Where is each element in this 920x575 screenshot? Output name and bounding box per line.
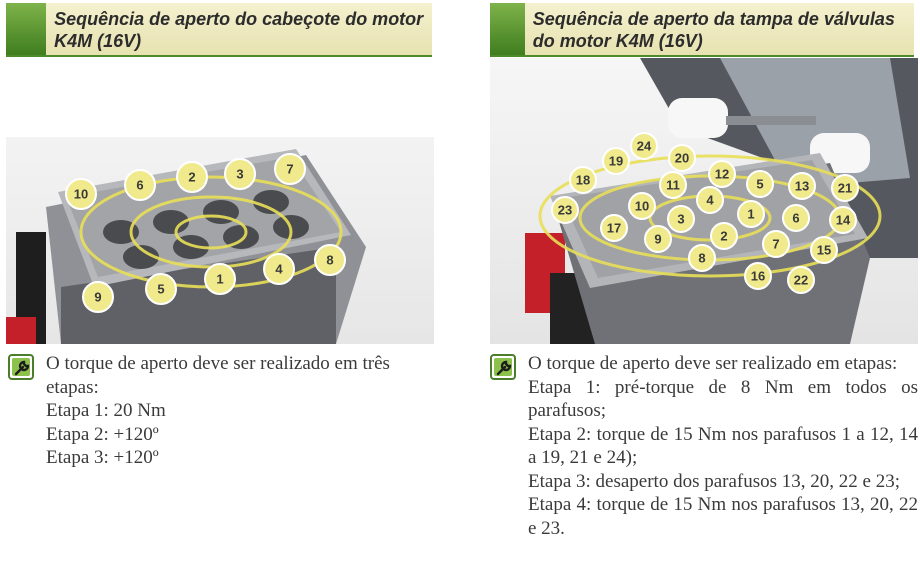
bolt-label: 2 — [720, 228, 728, 244]
step-item: Etapa 4: torque de 15 Nm nos parafusos 13, 20, 22 e 23. — [528, 494, 918, 539]
bolt-label: 8 — [326, 252, 334, 268]
bolt-label: 7 — [772, 236, 780, 252]
bolt-label: 9 — [94, 289, 102, 305]
step-item: Etapa 2: torque de 15 Nm nos parafusos 1 a 12, 14 a 19, 21 e 24); — [528, 423, 918, 468]
bolt-label: 4 — [706, 192, 714, 208]
bolt-label: 6 — [792, 210, 800, 226]
bolt-label: 18 — [575, 172, 591, 188]
bolt-label: 8 — [698, 250, 706, 266]
step-item: Etapa 3: desaperto dos parafusos 13, 20, 22 e 23; — [528, 470, 900, 492]
bolt-label: 3 — [236, 166, 244, 182]
bolt-label: 9 — [654, 231, 662, 247]
bolt-label: 20 — [674, 150, 690, 166]
bolt-label: 6 — [136, 177, 144, 193]
bolt-label: 5 — [157, 281, 165, 297]
bolt-label: 15 — [816, 242, 832, 258]
bolt-label: 1 — [747, 206, 755, 222]
header-accent — [490, 3, 525, 55]
left-torque-note — [8, 352, 438, 470]
step-item: Etapa 3: +120º — [46, 447, 159, 468]
bolt-label: 7 — [286, 161, 294, 177]
left-title: Sequência de aperto do cabeçote do motor K4M (16V) — [54, 9, 424, 51]
bolt-label: 3 — [677, 211, 685, 227]
bolt-label: 16 — [750, 268, 766, 284]
bolt-label: 4 — [275, 261, 283, 277]
note-intro: O torque de aperto deve ser realizado em etapas: — [528, 353, 898, 374]
bolt-label: 1 — [216, 271, 224, 287]
bolt-label: 23 — [557, 202, 573, 218]
right-torque-note — [490, 352, 918, 540]
bolt-label: 2 — [188, 169, 196, 185]
bolt-label: 22 — [793, 272, 809, 288]
header-accent — [6, 3, 46, 55]
wrench-icon — [8, 354, 34, 380]
right-title: Sequência de aperto da tampa de válvulas do motor K4M (16V) — [532, 9, 895, 51]
bolt-label: 24 — [636, 138, 652, 154]
bolt-label: 14 — [835, 212, 851, 228]
bolt-label: 21 — [837, 180, 853, 196]
bolt-label: 12 — [714, 166, 730, 182]
note-intro: O torque de aperto deve ser realizado em três etapas: — [46, 353, 390, 398]
bolt-label: 11 — [666, 177, 680, 193]
bolt-label: 5 — [756, 176, 764, 192]
engine-cylinder-head-photo — [6, 137, 434, 344]
bolt-label: 10 — [73, 186, 89, 202]
wrench-icon — [490, 354, 516, 380]
step-item: Etapa 2: +120º — [46, 423, 159, 445]
bolt-label: 19 — [608, 153, 624, 169]
bolt-label: 13 — [794, 178, 810, 194]
valve-cover-photo — [490, 58, 918, 344]
right-header — [490, 3, 914, 57]
step-item: Etapa 1: 20 Nm — [46, 400, 166, 421]
left-header — [6, 3, 432, 57]
step-item: Etapa 1: pré-torque de 8 Nm em todos os parafusos; — [528, 376, 918, 421]
bolt-label: 10 — [634, 198, 650, 214]
bolt-label: 17 — [606, 220, 622, 236]
